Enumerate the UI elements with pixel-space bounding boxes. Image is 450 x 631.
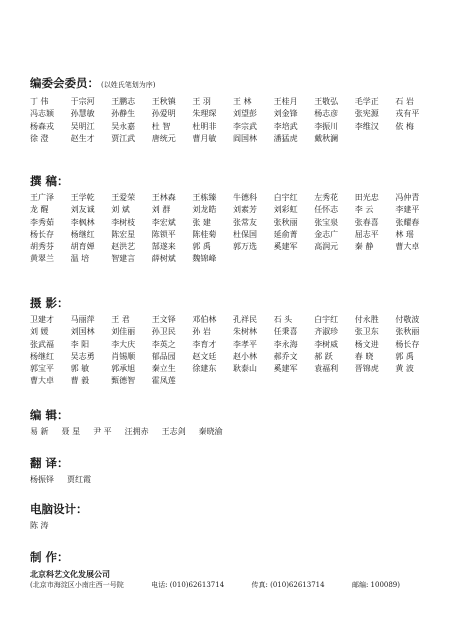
- production-section: [30, 550, 436, 591]
- person-name: 张卫东: [354, 327, 379, 337]
- person-name: 白宇红: [273, 193, 298, 202]
- person-name: 杨文进: [354, 339, 379, 349]
- person-name: 毛学正: [354, 97, 379, 106]
- photography-section: [30, 296, 436, 388]
- person-name: 马丽萍: [70, 315, 95, 324]
- person-name: 龙 醒: [30, 205, 49, 215]
- person-name: 赵小林: [232, 351, 257, 361]
- person-name: 石 头: [273, 315, 293, 324]
- person-name: 田光忠: [354, 193, 379, 202]
- person-name: 曹大卓: [30, 376, 54, 386]
- person-name: 郭 禹: [192, 242, 211, 252]
- person-name: 郁品园: [151, 351, 176, 361]
- designer-name-list: [30, 520, 436, 532]
- photography-name-list: [30, 314, 436, 388]
- person-name: 郭宝平: [30, 364, 54, 374]
- person-name: 任怀志: [314, 205, 339, 215]
- person-name: 任秉喜: [273, 327, 298, 337]
- person-name: 张宪源: [354, 109, 379, 119]
- person-name: 唐统元: [151, 133, 176, 143]
- person-name: 王桂月: [273, 97, 298, 106]
- person-name: 尹 平: [93, 427, 112, 436]
- person-name: 刘望彭: [232, 109, 257, 119]
- person-name: 牛德科: [232, 193, 257, 202]
- person-name: 延俞菁: [273, 229, 298, 239]
- person-name: 聂 星: [61, 427, 81, 436]
- person-name: 秦晓渝: [198, 427, 223, 436]
- editors-section: [30, 408, 436, 438]
- person-name: 王 羽: [192, 97, 211, 106]
- person-name: 杜 智: [151, 121, 171, 131]
- person-name: 张宝泉: [314, 217, 339, 227]
- person-name: 杨振铎: [30, 475, 54, 484]
- person-name: 温 培: [70, 254, 90, 264]
- person-name: 李建平: [395, 205, 420, 215]
- person-name: 白宇红: [314, 315, 339, 324]
- person-name: 赵文廷: [192, 351, 217, 361]
- person-name: 晋锦虎: [354, 364, 379, 374]
- person-name: 李宗武: [232, 121, 257, 131]
- translators-section: [30, 456, 436, 486]
- person-name: 胡秀芬: [30, 242, 54, 252]
- person-name: 李永海: [273, 339, 298, 349]
- person-name: 李维汉: [354, 121, 379, 131]
- person-name: 陈宏星: [111, 229, 136, 239]
- person-name: 依 梅: [395, 121, 414, 131]
- person-name: 陈桂菊: [192, 229, 217, 239]
- person-name: 赵生才: [70, 133, 95, 143]
- person-name: 霍凤莲: [151, 376, 176, 386]
- person-name: 邓伯林: [192, 315, 217, 324]
- person-name: 孙慧敏: [70, 109, 95, 119]
- person-name: 王爱荣: [111, 193, 136, 202]
- person-name: 刘金锋: [273, 109, 298, 119]
- person-name: 甄德智: [111, 376, 136, 386]
- person-name: 郜遂来: [151, 242, 176, 252]
- person-name: 戎有平: [395, 109, 420, 119]
- person-name: 奚建军: [273, 242, 298, 252]
- writers-section: [30, 174, 436, 266]
- person-name: 杨长存: [30, 229, 54, 239]
- person-name: 王广泽: [30, 193, 54, 202]
- contact-line: [30, 580, 400, 591]
- person-name: 冯志颖: [30, 109, 54, 119]
- person-name: 冯仲青: [395, 193, 420, 202]
- person-name: 屈志平: [354, 229, 379, 239]
- person-name: 杨继红: [30, 351, 54, 361]
- person-name: 吴志勇: [70, 351, 95, 361]
- person-name: 金志广: [314, 229, 339, 239]
- person-name: 左秀花: [314, 193, 339, 202]
- person-name: 李树枝: [111, 217, 136, 227]
- person-name: 张 建: [192, 217, 211, 227]
- photography-heading: 摄 影：: [30, 296, 69, 310]
- person-name: 曹 毅: [70, 376, 90, 386]
- person-name: 阎国林: [232, 133, 257, 143]
- person-name: 奚建军: [273, 364, 298, 374]
- person-name: 李树威: [314, 339, 339, 349]
- person-name: 齐淑珍: [314, 327, 339, 337]
- committee-section: [30, 76, 436, 145]
- person-name: 杜保国: [232, 229, 257, 239]
- person-name: 陈锁平: [151, 229, 176, 239]
- person-name: 王鹏志: [111, 97, 136, 106]
- company-name: 北京科艺文化发展公司: [30, 569, 110, 579]
- person-name: 王 林: [232, 97, 252, 106]
- person-name: 王林森: [151, 193, 176, 202]
- translators-heading: 翻 译：: [30, 456, 69, 470]
- production-heading: 制 作：: [30, 550, 69, 564]
- person-name: 徐 澄: [30, 133, 49, 143]
- person-name: 王秋镇: [151, 97, 176, 106]
- person-name: 黄 波: [395, 364, 414, 374]
- person-name: 王 君: [111, 315, 130, 324]
- person-name: 孙爱明: [151, 109, 176, 119]
- person-name: 孔祥民: [232, 315, 257, 324]
- person-name: 杨森戎: [30, 121, 54, 131]
- person-name: 高润元: [314, 242, 339, 252]
- person-name: 付敬波: [395, 315, 420, 324]
- person-name: 李 阳: [70, 339, 90, 349]
- person-name: 赵洪艺: [111, 242, 136, 252]
- person-name: 付永胜: [354, 315, 379, 324]
- writers-heading: 撰 稿：: [30, 174, 69, 188]
- person-name: 耿泰山: [232, 364, 257, 374]
- person-name: 王栋臻: [192, 193, 217, 202]
- designer-heading: 电脑设计：: [30, 502, 88, 516]
- person-name: 胡育婵: [70, 242, 95, 252]
- person-name: 卫建才: [30, 315, 54, 324]
- person-name: 郭万选: [232, 242, 257, 252]
- person-name: 杨长存: [395, 339, 420, 349]
- person-name: 刘彩虹: [273, 205, 298, 215]
- person-name: 刘龙皓: [192, 205, 217, 215]
- person-name: 李培武: [273, 121, 298, 131]
- person-name: 郝 跃: [314, 351, 333, 361]
- person-name: 刘国林: [70, 327, 95, 337]
- person-name: 王文铎: [151, 315, 176, 324]
- person-name: 石 岩: [395, 97, 414, 106]
- committee-heading: 编委会委员： (以姓氏笔划为序): [30, 76, 156, 90]
- person-name: 陈 涛: [30, 521, 49, 530]
- person-name: 易 新: [30, 427, 49, 436]
- fax-text: 传真: (010)62613714: [251, 581, 325, 589]
- person-name: 秦立生: [151, 364, 176, 374]
- person-name: 汪拥赤: [124, 427, 149, 436]
- person-name: 张秋丽: [273, 217, 298, 227]
- person-name: 张常友: [232, 217, 257, 227]
- person-name: 杨继红: [70, 229, 95, 239]
- person-name: 魏锦峰: [192, 254, 217, 264]
- person-name: 刘 群: [151, 205, 171, 215]
- person-name: 林 瑶: [395, 229, 414, 239]
- person-name: 曹大卓: [395, 242, 420, 252]
- person-name: 张秋丽: [395, 327, 420, 337]
- person-name: 刘友诚: [70, 205, 95, 215]
- address-text: (北京市海淀区小南庄西一号院: [30, 581, 124, 589]
- person-name: 袁福利: [314, 364, 339, 374]
- person-name: 李英之: [151, 339, 176, 349]
- editors-name-list: [30, 426, 436, 438]
- person-name: 李育才: [192, 339, 217, 349]
- translators-name-list: [30, 474, 436, 486]
- person-name: 肖锡顺: [111, 351, 136, 361]
- person-name: 孙 岩: [192, 327, 211, 337]
- person-name: 杜明非: [192, 121, 217, 131]
- person-name: 刘 斌: [111, 205, 130, 215]
- person-name: 春 晓: [354, 351, 374, 361]
- person-name: 薛树斌: [151, 254, 176, 264]
- person-name: 孙静生: [111, 109, 136, 119]
- person-name: 潘猛虎: [273, 133, 298, 143]
- person-name: 郭承旭: [111, 364, 136, 374]
- person-name: 李孝平: [232, 339, 257, 349]
- person-name: 徐建东: [192, 364, 217, 374]
- person-name: 黄翠兰: [30, 254, 54, 264]
- person-name: 刘 媛: [30, 327, 49, 337]
- person-name: 于宗河: [70, 97, 95, 106]
- person-name: 吴永嘉: [111, 121, 136, 131]
- writers-name-list: [30, 192, 436, 266]
- postcode-text: 邮编: 100089): [351, 581, 400, 589]
- person-name: 李枫林: [70, 217, 95, 227]
- designer-section: [30, 502, 436, 532]
- person-name: 王志剑: [161, 427, 186, 436]
- person-name: 贾江武: [111, 133, 136, 143]
- person-name: 吴明江: [70, 121, 95, 131]
- person-name: 张春喜: [354, 217, 379, 227]
- person-name: 刘素芳: [232, 205, 257, 215]
- phone-text: 电话: (010)62613714: [151, 581, 225, 589]
- person-name: 王学乾: [70, 193, 95, 202]
- committee-name-list: [30, 96, 436, 145]
- person-name: 李大庆: [111, 339, 136, 349]
- committee-note: (以姓氏笔划为序): [101, 81, 156, 89]
- person-name: 曹月敏: [192, 133, 217, 143]
- person-name: 郭 敏: [70, 364, 90, 374]
- person-name: 李 云: [354, 205, 374, 215]
- person-name: 刘佳丽: [111, 327, 136, 337]
- person-name: 张武福: [30, 339, 54, 349]
- person-name: 丁 伟: [30, 97, 49, 106]
- person-name: 朱树林: [232, 327, 257, 337]
- person-name: 智建言: [111, 254, 136, 264]
- editors-heading: 编 辑：: [30, 408, 69, 422]
- person-name: 戴秋澜: [314, 133, 339, 143]
- person-name: 张耀春: [395, 217, 420, 227]
- person-name: 李振川: [314, 121, 339, 131]
- person-name: 郝乔文: [273, 351, 298, 361]
- person-name: 王敬弘: [314, 97, 339, 106]
- person-name: 杨志彦: [314, 109, 339, 119]
- person-name: 孙卫民: [151, 327, 176, 337]
- person-name: 贾红霞: [67, 475, 91, 484]
- person-name: 秦 静: [354, 242, 374, 252]
- person-name: 朱理琛: [192, 109, 217, 119]
- person-name: 郭 禹: [395, 351, 414, 361]
- person-name: 李宏斌: [151, 217, 176, 227]
- person-name: 李秀茹: [30, 217, 54, 227]
